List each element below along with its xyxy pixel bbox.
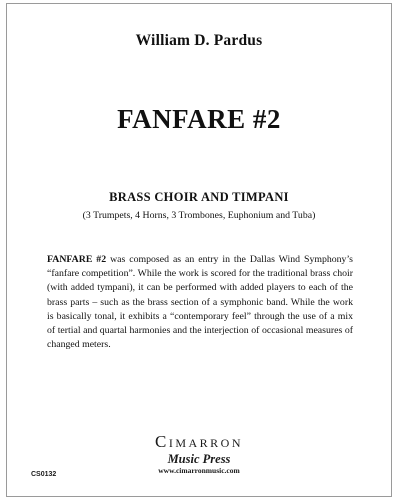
piece-title: FANFARE #2 [117, 104, 281, 134]
publisher-logo [7, 432, 391, 476]
program-note-lead: FANFARE #2 [47, 254, 107, 265]
program-note [47, 253, 353, 352]
score-cover-page [6, 3, 392, 497]
instrumentation-list: (3 Trumpets, 4 Horns, 3 Trombones, Euphonium and Tuba) [82, 210, 316, 221]
publisher-name: Cimarron [154, 432, 243, 451]
publisher-press: Music Press [167, 452, 231, 466]
ensemble-subtitle: BRASS CHOIR AND TIMPANI [109, 190, 289, 204]
catalog-number: CS0132 [31, 471, 57, 478]
composer-name: William D. Pardus [135, 32, 263, 49]
publisher-website: www.cimarronmusic.com [158, 466, 240, 475]
program-note-body: was composed as an entry in the Dallas Wind Symphony’s “fanfare competition”. While the work is scored for the traditional brass choir (with added tympani), it can be performed with added players to each of the brass parts – such as the brass section of a symphonic band. While the work is basically tonal, it exhibits a “contemporary feel” through the use of a mix of tertial and quartal harmonies and the interjection of occasional measures of changed meters. [47, 254, 353, 351]
